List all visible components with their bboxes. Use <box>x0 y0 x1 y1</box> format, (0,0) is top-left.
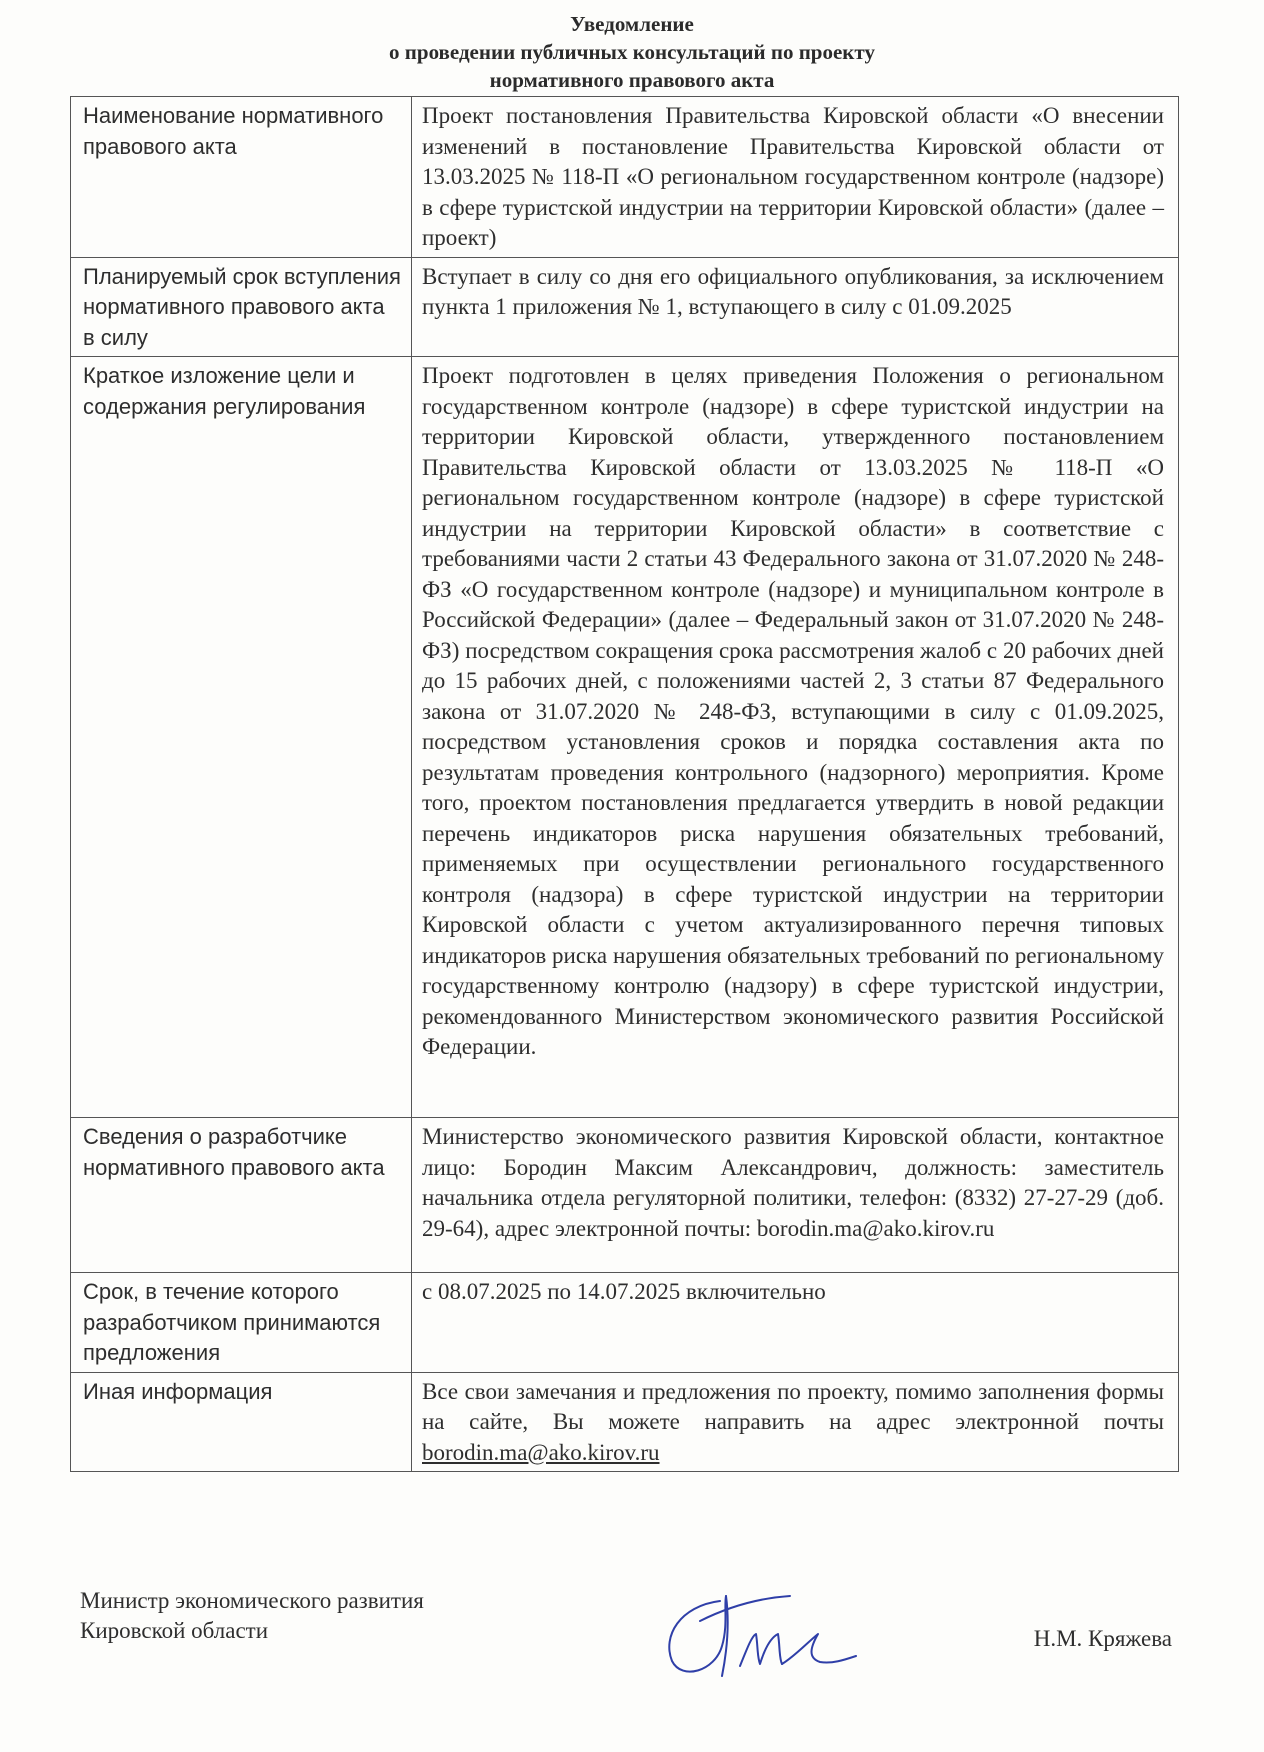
row-value: Министерство экономического развития Кировской области, контактное лицо: Бородин Максим Александрович, должность: заместитель начальника отдела регуляторной политики, телефон: (8332) 27-27-29 (доб. 29-64), адрес электронной почты: borodin.ma@ako.kirov.ru <box>412 1118 1179 1273</box>
row-label: Краткое изложение цели и содержания регулирования <box>71 357 412 1118</box>
table-row <box>71 1372 1179 1472</box>
table-row <box>71 97 1179 258</box>
title-line-2: о проведении публичных консультаций по проекту <box>389 40 875 64</box>
title-line-1: Уведомление <box>570 12 694 36</box>
row-label: Наименование нормативного правового акта <box>71 97 412 258</box>
table-row <box>71 1118 1179 1273</box>
signatory-name: Н.М. Кряжева <box>1033 1626 1172 1651</box>
row-value: Вступает в силу со дня его официального опубликования, за исключением пункта 1 приложения № 1, вступающего в силу с 01.09.2025 <box>412 257 1179 357</box>
row-label: Планируемый срок вступления нормативного правового акта в силу <box>71 257 412 357</box>
row-value: Проект подготовлен в целях приведения Положения о региональном государственном контроле (надзоре) в сфере туристской индустрии на территории Кировской области, утвержденного постановлением Правительства Кировской области от 13.03.2025 № 118-П «О региональном государственном контроле (надзоре) в сфере туристской индустрии на территории Кировской области» в соответствие с требованиями части 2 статьи 43 Федерального закона от 31.07.2020 № 248-ФЗ «О государственном контроле (надзоре) и муниципальном контроле в Российской Федерации» (далее – Федеральный закон от 31.07.2020 № 248-ФЗ) посредством сокращения срока рассмотрения жалоб с 20 рабочих дней до 15 рабочих дней, с положениями частей 2, 3 статьи 87 Федерального закона от 31.07.2020 № 248-ФЗ, вступающими в силу с 01.09.2025, посредством установления сроков и порядка составления акта по результатам проведения контрольного (надзорного) мероприятия. Кроме того, проектом постановления предлагается утвердить в новой редакции перечень индикаторов риска нарушения обязательных требований, применяемых при осуществлении регионального государственного контроля (надзора) в сфере туристской индустрии на территории Кировской области с учетом актуализированного перечня типовых индикаторов риска нарушения обязательных требований по региональному государственному контролю (надзору) в сфере туристской индустрии, рекомендованного Министерством экономического развития Российской Федерации. <box>412 357 1179 1118</box>
position-line-1: Министр экономического развития <box>80 1588 424 1613</box>
table-row <box>71 1273 1179 1373</box>
row-label: Срок, в течение которого разработчиком принимаются предложения <box>71 1273 412 1373</box>
row-value: с 08.07.2025 по 14.07.2025 включительно <box>412 1273 1179 1373</box>
row-label: Сведения о разработчике нормативного правового акта <box>71 1118 412 1273</box>
position-line-2: Кировской области <box>80 1618 269 1643</box>
signature-image <box>660 1576 860 1686</box>
row-label: Иная информация <box>71 1372 412 1472</box>
notice-table <box>70 96 1179 1472</box>
signatory-position <box>80 1586 424 1646</box>
row-value <box>412 1372 1179 1472</box>
row-value-text: Все свои замечания и предложения по проекту, помимо заполнения формы на сайте, Вы можете направить на адрес электронной почты <box>422 1378 1164 1434</box>
document-title <box>0 10 1264 94</box>
table-row <box>71 357 1179 1118</box>
email-link[interactable]: borodin.ma@ako.kirov.ru <box>422 1439 660 1465</box>
title-line-3: нормативного правового акта <box>489 68 775 92</box>
table-row <box>71 257 1179 357</box>
row-value: Проект постановления Правительства Кировской области «О внесении изменений в постановление Правительства Кировской области от 13.03.2025 № 118-П «О региональном государственном контроле (надзоре) в сфере туристской индустрии на территории Кировской области» (далее – проект) <box>412 97 1179 258</box>
